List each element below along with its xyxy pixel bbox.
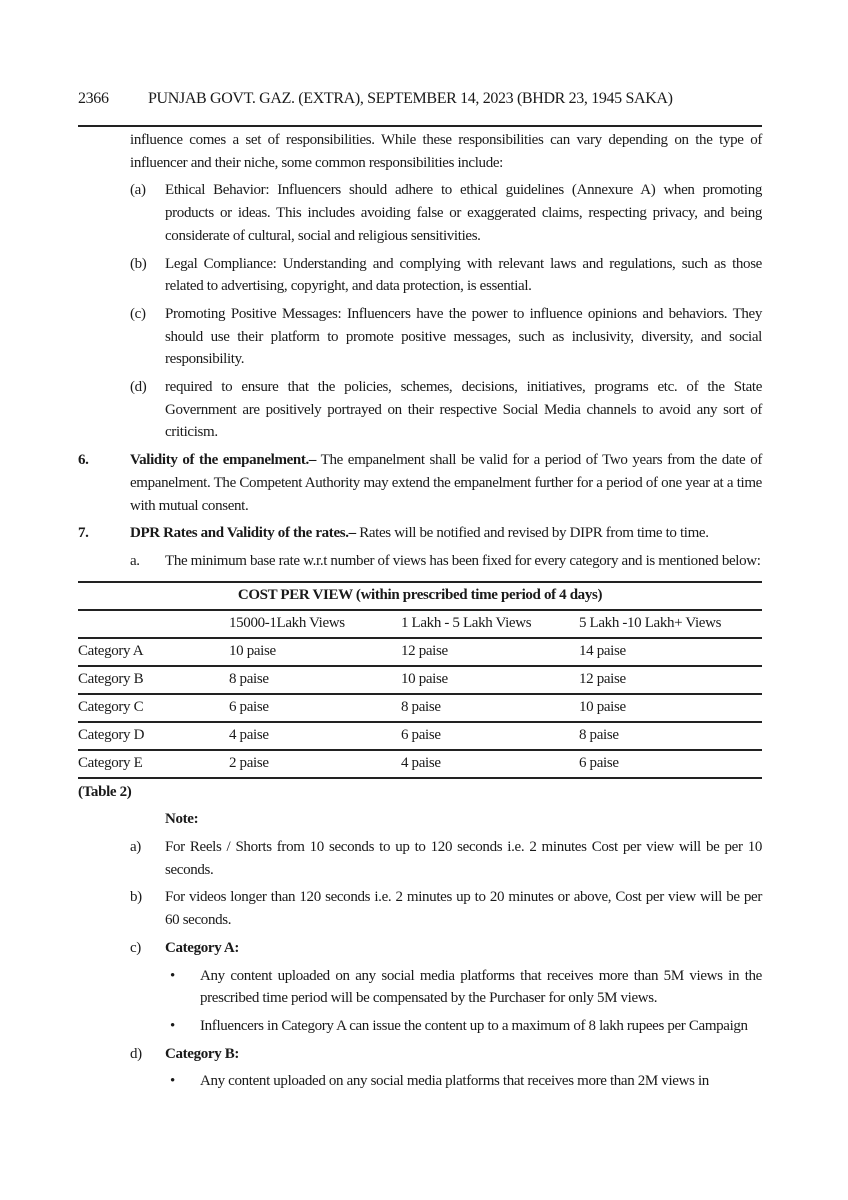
table-title: COST PER VIEW (within prescribed time period of 4 days): [78, 582, 762, 610]
table-cell: 8 paise: [579, 722, 762, 750]
item-text: For Reels / Shorts from 10 seconds to up to 120 seconds i.e. 2 minutes Cost per view will be per 10 seconds.: [165, 839, 762, 878]
bullet-item: [78, 1070, 762, 1093]
table-cell: 4 paise: [401, 750, 579, 778]
section-number: 7.: [78, 525, 89, 542]
bullet-text: Influencers in Category A can issue the content up to a maximum of 8 lakh rupees per Campaign: [200, 1017, 748, 1034]
table-cell: 10 paise: [229, 638, 401, 666]
list-item: [78, 550, 762, 573]
section-heading: DPR Rates and Validity of the rates.–: [130, 525, 356, 542]
page-body: [78, 129, 762, 1093]
item-text: Ethical Behavior: Influencers should adhere to ethical guidelines (Annexure A) when promoting products or ideas. This includes avoiding false or exaggerated claims, respecting privacy, and being considerate of cultural, social and religious sensitivities.: [165, 182, 762, 244]
column-header: [78, 610, 229, 638]
list-item: [78, 376, 762, 444]
list-item: [78, 179, 762, 247]
table-cell: 6 paise: [229, 694, 401, 722]
item-text: For videos longer than 120 seconds i.e. 2 minutes up to 20 minutes or above, Cost per view will be per 60 seconds.: [165, 889, 762, 929]
section-heading: Validity of the empanelment.–: [130, 452, 317, 469]
bullet-icon: •: [170, 1017, 175, 1034]
section-number: 6.: [78, 452, 89, 469]
table-cell: 12 paise: [579, 666, 762, 694]
table-row: [78, 722, 762, 750]
section-text: Rates will be notified and revised by DIPR from time to time.: [355, 525, 709, 542]
cost-per-view-table: [78, 581, 762, 779]
table-row: [78, 638, 762, 666]
table-cell: Category D: [78, 722, 229, 750]
item-label: (a): [130, 182, 146, 199]
list-item: [78, 253, 762, 298]
table-cell: 10 paise: [579, 694, 762, 722]
item-label: (d): [130, 379, 147, 396]
page-number: 2366: [78, 90, 109, 107]
table-cell: 6 paise: [579, 750, 762, 778]
bullet-text: Any content uploaded on any social media platforms that receives more than 2M views in: [200, 1073, 709, 1090]
note-item: [78, 1043, 762, 1066]
item-text: required to ensure that the policies, schemes, decisions, initiatives, programs etc. of the State Government are positively portrayed on their respective Social Media channels to avoid any sort of criticism.: [165, 379, 762, 441]
table-cell: 4 paise: [229, 722, 401, 750]
item-label: a.: [130, 552, 140, 569]
item-label: (b): [130, 255, 147, 272]
table-cell: Category E: [78, 750, 229, 778]
table-caption: (Table 2): [78, 783, 132, 800]
note-item: [78, 937, 762, 960]
table-cell: Category A: [78, 638, 229, 666]
bullet-item: [78, 965, 762, 1010]
column-header: 5 Lakh -10 Lakh+ Views: [579, 610, 762, 638]
item-text: Legal Compliance: Understanding and complying with relevant laws and regulations, such as those related to advertising, copyright, and data protection, is essential.: [165, 255, 762, 295]
section-7: [78, 522, 762, 545]
item-text: The minimum base rate w.r.t number of views has been fixed for every category and is mentioned below:: [165, 552, 761, 569]
note-item: [78, 886, 762, 931]
bullet-text: Any content uploaded on any social media platforms that receives more than 5M views in the prescribed time period will be compensated by the Purchaser for only 5M views.: [200, 967, 762, 1007]
item-label: (c): [130, 305, 146, 322]
section-6: [78, 449, 762, 517]
header-rule: [78, 125, 762, 127]
column-header: 15000-1Lakh Views: [229, 610, 401, 638]
item-heading: Category B:: [165, 1045, 240, 1062]
bullet-item: [78, 1015, 762, 1038]
table-row: [78, 694, 762, 722]
list-item: [78, 303, 762, 371]
bullet-icon: •: [170, 1073, 175, 1090]
item-heading: Category A:: [165, 939, 240, 956]
note-item: [78, 836, 762, 881]
table-cell: 2 paise: [229, 750, 401, 778]
table-cell: Category B: [78, 666, 229, 694]
item-label: d): [130, 1045, 142, 1062]
gazette-title: PUNJAB GOVT. GAZ. (EXTRA), SEPTEMBER 14, 2023 (BHDR 23, 1945 SAKA): [148, 90, 673, 107]
table-row: [78, 666, 762, 694]
table-cell: 12 paise: [401, 638, 579, 666]
section-text: The empanelment shall be valid for a period of Two years from the date of empanelment. The Competent Authority may extend the empanelment further for a period of one year at a time with mutual consent.: [130, 452, 762, 514]
item-text: Promoting Positive Messages: Influencers have the power to influence opinions and behaviors. They should use their platform to promote positive messages, such as inclusivity, diversity, and social responsibility.: [165, 305, 762, 368]
table-cell: 10 paise: [401, 666, 579, 694]
column-header: 1 Lakh - 5 Lakh Views: [401, 610, 579, 638]
table-row: [78, 750, 762, 778]
table-cell: Category C: [78, 694, 229, 722]
item-label: c): [130, 939, 141, 956]
item-label: a): [130, 839, 141, 856]
item-label: b): [130, 889, 142, 906]
table-cell: 8 paise: [229, 666, 401, 694]
table-cell: 14 paise: [579, 638, 762, 666]
table-cell: 6 paise: [401, 722, 579, 750]
bullet-icon: •: [170, 967, 175, 984]
note-heading: Note:: [165, 811, 199, 828]
table-header-row: [78, 610, 762, 638]
intro-paragraph: influence comes a set of responsibilities. While these responsibilities can vary depending on the type of influencer and their niche, some common responsibilities include:: [130, 132, 762, 171]
table-cell: 8 paise: [401, 694, 579, 722]
